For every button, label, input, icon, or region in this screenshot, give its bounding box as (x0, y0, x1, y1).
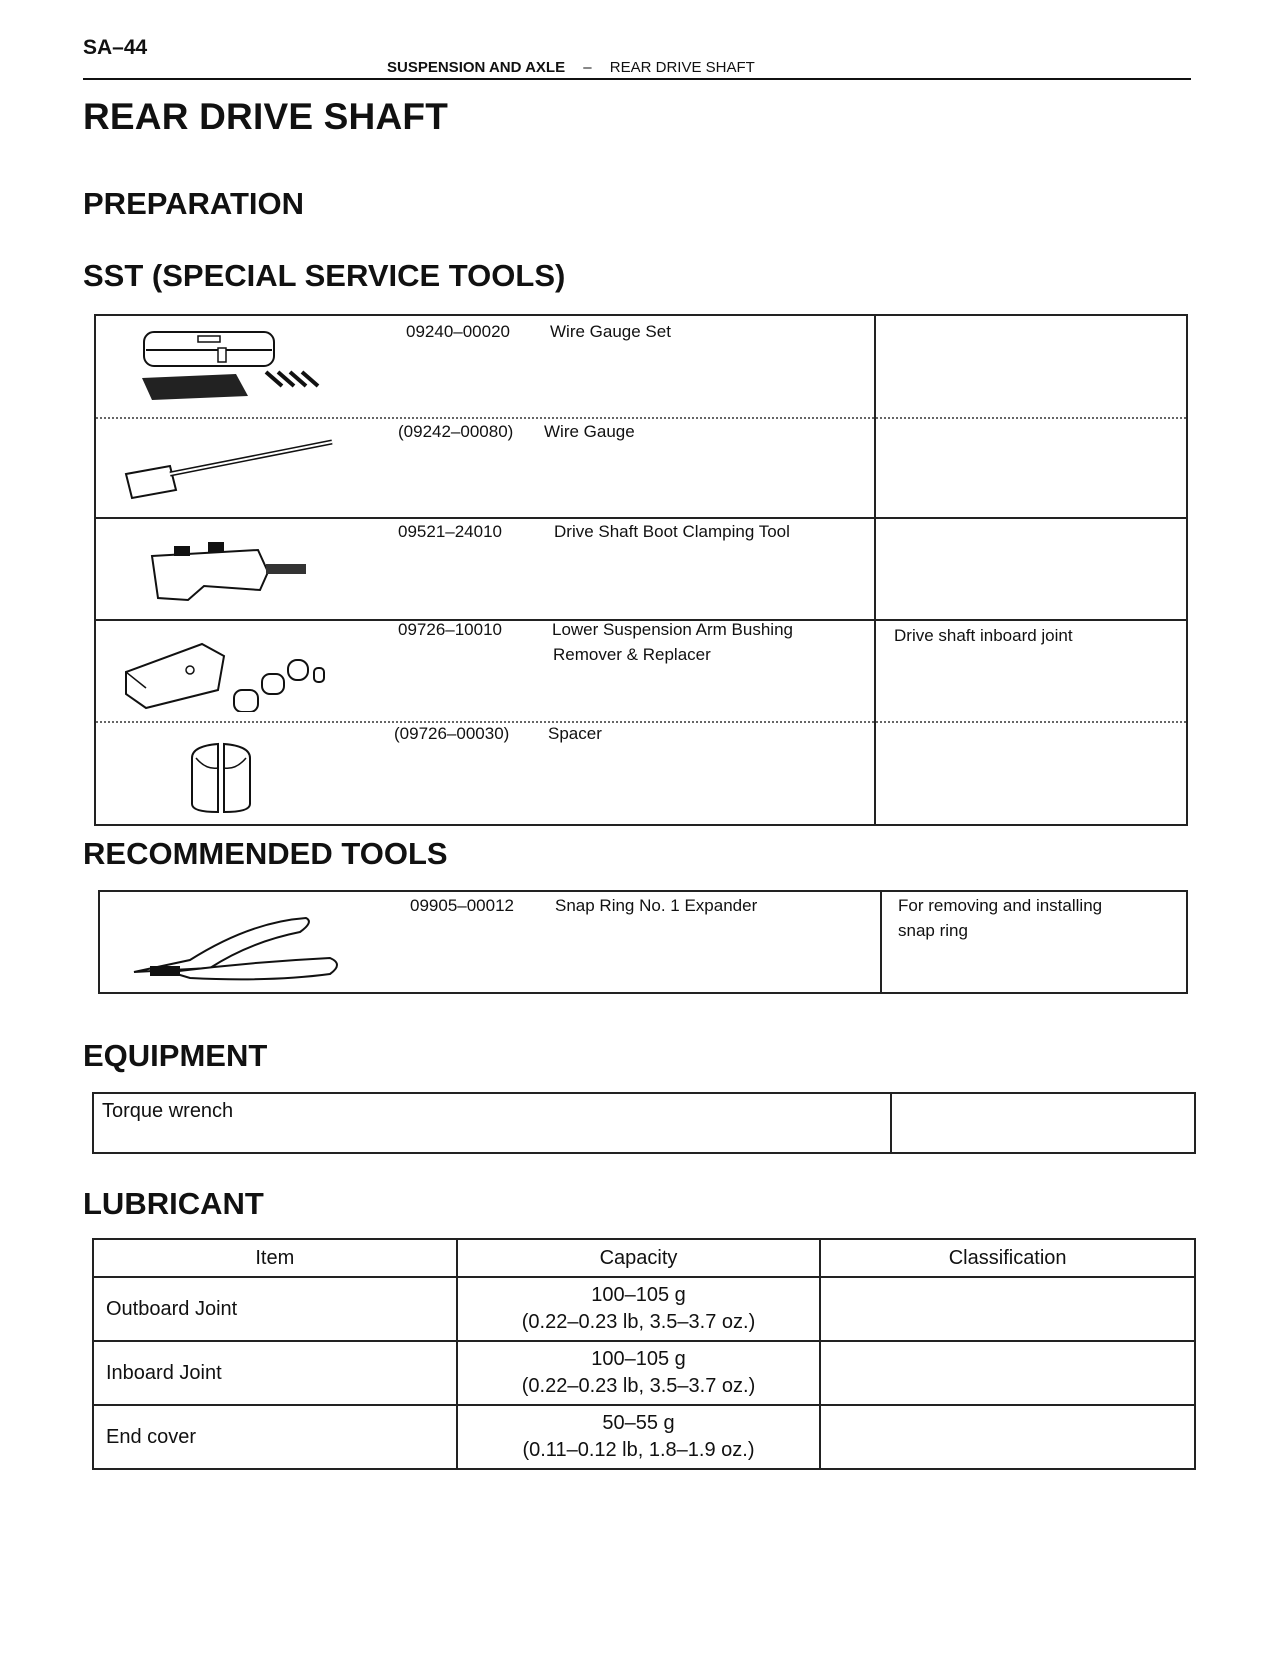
lubricant-heading: LUBRICANT (83, 1186, 264, 1221)
bushing-remover-icon (122, 632, 352, 712)
lubricant-row (93, 1405, 1195, 1469)
recommended-note-line2: snap ring (898, 921, 968, 940)
lubricant-row (93, 1341, 1195, 1405)
sst-tool-name: Wire Gauge (544, 422, 635, 441)
lubricant-capacity (457, 1341, 821, 1405)
recommended-tools-table (98, 890, 1188, 994)
lubricant-classification (820, 1277, 1195, 1341)
column-header-classification: Classification (820, 1239, 1195, 1277)
sst-tool-name-line2: Remover & Replacer (553, 645, 711, 664)
recommended-tools-heading: RECOMMENDED TOOLS (83, 836, 448, 871)
capacity-imperial: (0.11–0.12 lb, 1.8–1.9 oz.) (522, 1439, 755, 1461)
sst-tool-name: Spacer (548, 724, 602, 743)
sst-column-divider (874, 316, 876, 824)
sst-part-no: 09726–10010 (398, 620, 503, 639)
page-title: REAR DRIVE SHAFT (83, 96, 448, 137)
lubricant-item: End cover (93, 1405, 457, 1469)
spacer-icon (188, 740, 254, 816)
column-header-item: Item (93, 1239, 457, 1277)
sst-tool-name-line1: Lower Suspension Arm Bushing (552, 620, 793, 639)
sst-subrow-divider (96, 417, 1186, 419)
wire-gauge-set-icon (136, 328, 336, 406)
recommended-note-line1: For removing and installing (898, 896, 1103, 915)
equipment-table (92, 1092, 1196, 1154)
sst-part-no: (09242–00080) (398, 422, 514, 441)
capacity-imperial: (0.22–0.23 lb, 3.5–3.7 oz.) (521, 1375, 756, 1397)
lubricant-item: Inboard Joint (93, 1341, 457, 1405)
boot-clamping-tool-icon (148, 538, 318, 602)
wire-gauge-icon (122, 434, 342, 504)
lubricant-table (92, 1238, 1196, 1470)
equipment-heading: EQUIPMENT (83, 1038, 268, 1073)
sst-part-no: 09521–24010 (398, 522, 503, 541)
sst-tool-name: Wire Gauge Set (550, 322, 671, 341)
lubricant-classification (820, 1341, 1195, 1405)
page-number: SA–44 (83, 36, 148, 59)
column-header-capacity: Capacity (457, 1239, 821, 1277)
sst-tool-name: Drive Shaft Boot Clamping Tool (554, 522, 790, 541)
recommended-part-no: 09905–00012 (410, 896, 515, 915)
sst-part-no: (09726–00030) (394, 724, 510, 743)
lubricant-classification (820, 1405, 1195, 1469)
capacity-metric: 50–55 g (602, 1412, 675, 1434)
lubricant-row (93, 1277, 1195, 1341)
sst-table (94, 314, 1188, 826)
lubricant-capacity (457, 1405, 821, 1469)
preparation-heading: PREPARATION (83, 186, 305, 221)
header-rule (83, 78, 1191, 80)
sst-subrow-divider (96, 721, 1186, 723)
running-head-section: SUSPENSION AND AXLE (387, 59, 566, 76)
lubricant-item: Outboard Joint (93, 1277, 457, 1341)
sst-row-divider (96, 517, 1186, 519)
capacity-metric: 100–105 g (591, 1348, 686, 1370)
recommended-column-divider (880, 892, 882, 992)
equipment-column-divider (890, 1094, 892, 1152)
running-head (387, 59, 755, 76)
sst-tool-note: Drive shaft inboard joint (894, 626, 1073, 645)
sst-part-no: 09240–00020 (406, 322, 511, 341)
lubricant-capacity (457, 1277, 821, 1341)
running-head-subsection: REAR DRIVE SHAFT (609, 59, 755, 76)
sst-heading: SST (SPECIAL SERVICE TOOLS) (83, 258, 566, 293)
lubricant-header-row (93, 1239, 1195, 1277)
equipment-item: Torque wrench (102, 1100, 234, 1122)
capacity-metric: 100–105 g (591, 1284, 686, 1306)
snap-ring-expander-icon (130, 912, 350, 992)
running-head-separator: – (583, 59, 592, 76)
recommended-tool-name: Snap Ring No. 1 Expander (555, 896, 758, 915)
capacity-imperial: (0.22–0.23 lb, 3.5–3.7 oz.) (521, 1311, 756, 1333)
